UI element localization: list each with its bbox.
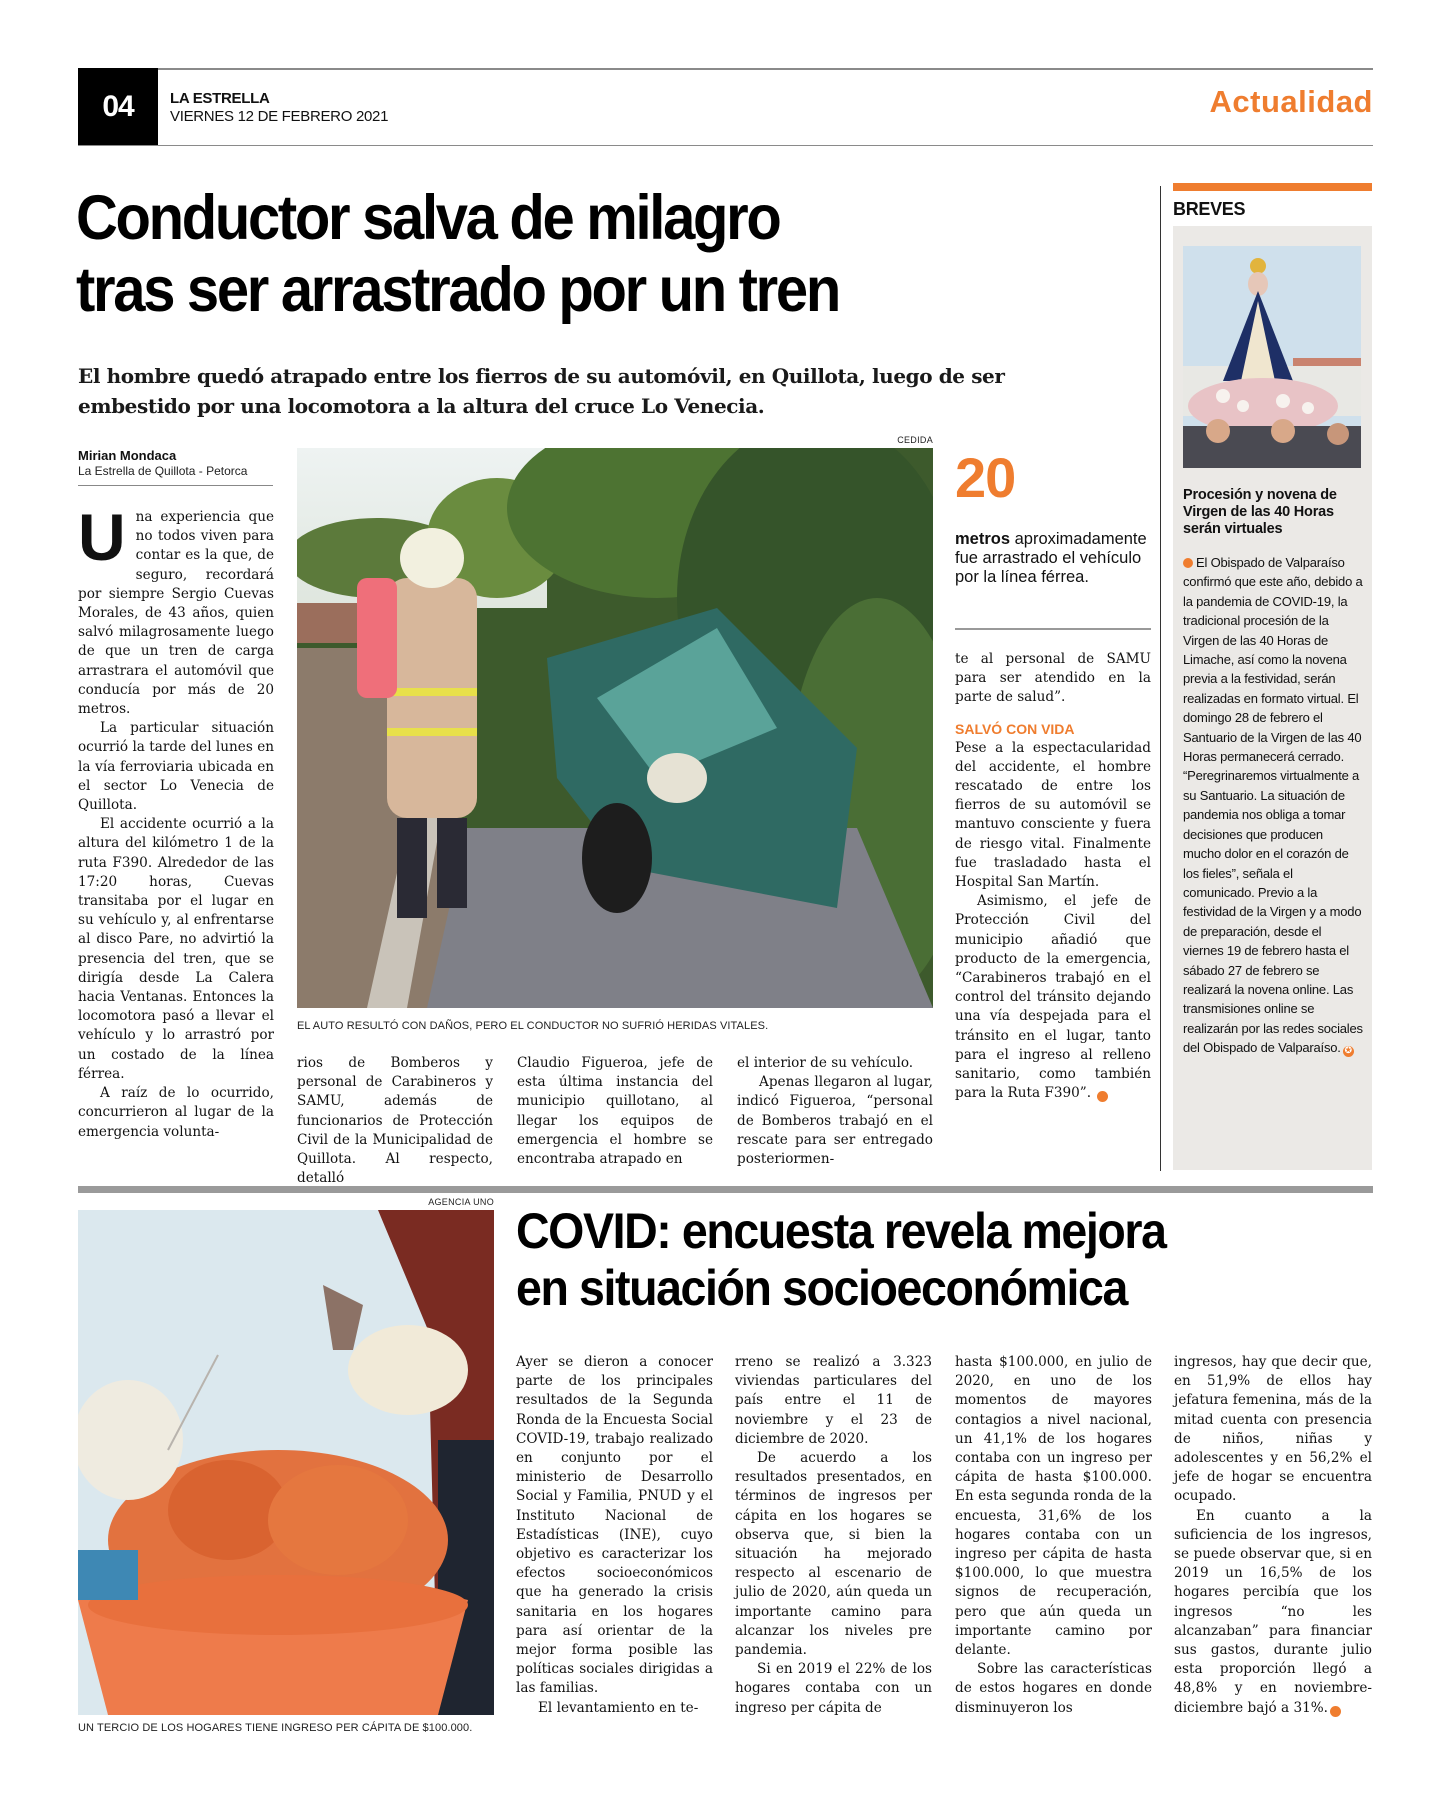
stat-description	[955, 530, 1155, 587]
drop-cap: U	[78, 500, 126, 574]
paragraph: el interior de su vehículo.	[737, 1055, 914, 1071]
column-rule	[1160, 186, 1161, 1171]
stat-unit: metros	[955, 530, 1011, 548]
covid-headline-line1: COVID: encuesta revela mejora	[516, 1203, 1166, 1259]
covid-article-column-4	[1174, 1353, 1372, 1718]
main-article-column-5	[955, 650, 1151, 1103]
paragraph-text: Asimismo, el jefe de Protección Civil del municipio añadió que producto de la emergencia, “Carabineros trabajó en el control del tránsito dejando una vía despejada para el tránsito en el lugar, tanto para el ingreso al relleno sanitario, como también para la Ruta F390”.	[955, 893, 1151, 1102]
paragraph: Sobre las características de estos hogares en donde disminuyeron los	[955, 1661, 1152, 1716]
paragraph: De acuerdo a los resultados presentados, en términos de ingresos per cápita en los hogares se observa que, si bien la situación ha mejorado respecto al escenario de julio de 2020, aún queda un importante camino para alcanzar los niveles pre pandemia.	[735, 1450, 932, 1659]
main-headline	[76, 182, 1051, 326]
paragraph: te al personal de SAMU para ser atendido en la parte de salud”.	[955, 651, 1151, 706]
breves-body-text: El Obispado de Valparaíso confirmó que este año, debido a la pandemia de COVID-19, la tradicional procesión de la Virgen de las 40 Horas de Limache, así como la novena previa a la festividad, serán realizadas en formato virtual. El domingo 28 de febrero el Santuario de la Virgen de las 40 Horas permanecerá cerrado. “Peregrinaremos virtualmente a su Santuario. La situación de pandemia nos obliga a tomar decisiones que producen mucho dolor en el corazón de los fieles”, señala el comunicado. Previo a la festividad de la Virgen y a modo de preparación, desde el viernes 19 de febrero hasta el sábado 27 de febrero se realizará la novena online. Las transmisiones online se realizarán por las redes sociales del Obispado de Valparaíso.	[1183, 555, 1363, 1056]
covid-article-column-2	[735, 1353, 932, 1718]
paragraph: rreno se realizó a 3.323 viviendas particulares del país entre el 11 de noviembre y el 23 de diciembre de 2020.	[735, 1354, 932, 1447]
photo-credit: AGENCIA UNO	[428, 1197, 494, 1207]
paragraph: El levantamiento en te-	[538, 1699, 699, 1716]
breves-title: BREVES	[1173, 199, 1246, 219]
stat-divider	[955, 628, 1151, 630]
paragraph: na experiencia que no todos viven para contar es la que, de seguro, recordará por siempre Sergio Cuevas Morales, de 43 años, quien salvó milagrosamente luego de que un tren de carga arrastrara el automóvil que conducía por más de 20 metros.	[78, 509, 274, 718]
photo-caption: EL AUTO RESULTÓ CON DAÑOS, PERO EL CONDUCTOR NO SUFRIÓ HERIDAS VITALES.	[297, 1020, 769, 1032]
paragraph: Pese a la espectacularidad del accidente, el hombre rescatado de entre los fierros de su automóvil se mantuvo consciente y fuera de riesgo vital. Finalmente fue trasladado hasta el Hospital San Martín.	[955, 739, 1151, 891]
subhead: SALVÓ CON VIDA	[955, 720, 1075, 737]
byline-publication: La Estrella de Quillota - Petorca	[78, 464, 248, 478]
main-article-column-2	[297, 1054, 493, 1188]
paragraph-text: En cuanto a la suficiencia de los ingresos, se puede observar que, si en 2019 un 16,5% de los hogares percibía que los ingresos “no les alcanzaban” para financiar sus gastos, durante julio esta proporción llegó a 48,8% y en noviembre-diciembre bajó a 31%.	[1174, 1507, 1372, 1716]
end-of-article-icon: ✪	[1344, 1046, 1352, 1057]
breves-accent-bar	[1173, 183, 1372, 191]
virgin-procession-photo	[1183, 246, 1361, 468]
paragraph: Claudio Figueroa, jefe de esta última instancia del municipio quillotano, al llegar los equipos de emergencia el hombre se encontraba atrapado en	[517, 1055, 713, 1168]
byline-divider	[78, 485, 273, 486]
newspaper-name: LA ESTRELLA	[170, 90, 270, 107]
main-article-column-1	[78, 500, 274, 1142]
main-headline-line2: tras ser arrastrado por un tren	[76, 255, 839, 325]
header-top-rule	[78, 68, 1373, 70]
page-number: 04	[78, 68, 158, 146]
paragraph: La particular situación ocurrió la tarde del lunes en la vía ferroviaria ubicada en el sector Lo Venecia de Quillota.	[78, 720, 274, 814]
paragraph	[955, 892, 1151, 1103]
breves-headline: Procesión y novena de Virgen de las 40 Horas serán virtuales	[1183, 487, 1337, 537]
byline-author: Mirian Mondaca	[78, 448, 177, 463]
end-of-article-icon: ✪	[1097, 1091, 1108, 1102]
bullet-icon	[1183, 558, 1193, 568]
paragraph: hasta $100.000, en julio de 2020, en uno de los momentos de mayores contagios a nivel nacional, un 41,1% de los hogares contaba con un ingreso per cápita de hasta $100.000. En esta segunda ronda de la encuesta, 31,6% de los hogares contaba con un ingreso per cápita de hasta $100.000, lo que muestra signos de recuperación, pero que aún queda un importante camino por delante.	[955, 1354, 1152, 1659]
paragraph: Apenas llegaron al lugar, indicó Figueroa, “personal de Bomberos trabajó en el rescate para ser entregado posteriormen-	[737, 1074, 933, 1168]
photo-caption: UN TERCIO DE LOS HOGARES TIENE INGRESO PER CÁPITA DE $100.000.	[78, 1722, 473, 1734]
stat-text: aproximadamente fue arrastrado el vehículo por la línea férrea.	[955, 530, 1147, 586]
paragraph: A raíz de lo ocurrido, concurrieron al lugar de la emergencia volunta-	[78, 1085, 274, 1140]
section-label: Actualidad	[1209, 84, 1373, 119]
issue-date: VIERNES 12 DE FEBRERO 2021	[170, 108, 389, 125]
photo-credit: CEDIDA	[897, 435, 933, 445]
header-bottom-rule	[78, 145, 1373, 146]
main-article-column-4	[737, 1054, 933, 1169]
food-preparation-photo	[78, 1210, 494, 1715]
paragraph: Si en 2019 el 22% de los hogares contaba con un ingreso per cápita de	[735, 1661, 932, 1716]
covid-article-column-1	[516, 1353, 713, 1718]
paragraph: El accidente ocurrió a la altura del kilómetro 1 de la ruta F390. Alrededor de las 17:20 horas, Cuevas transitaba por el lugar en su vehículo y, al enfrentarse al disco Pare, no advirtió la presencia del tren, que se dirigía desde La Calera hacia Ventanas. Entonces la locomotora pasó a llevar el vehículo y lo arrastró por un costado de la línea férrea.	[78, 816, 274, 1082]
main-article-column-3	[517, 1054, 713, 1169]
covid-article-column-3	[955, 1353, 1152, 1718]
paragraph: Ayer se dieron a conocer parte de los principales resultados de la Segunda Ronda de la Encuesta Social COVID-19, trabajo realizado en conjunto por el ministerio de Desarrollo Social y Familia, PNUD y el Instituto Nacional de Estadísticas (INE), cuyo objetivo es caracterizar los efectos socioeconómicos que ha generado la crisis sanitaria en los hogares para así orientar de la mejor forma posible las políticas sociales dirigidas a las familias.	[516, 1354, 713, 1697]
covid-headline-line2: en situación socioeconómica	[516, 1260, 1127, 1316]
paragraph	[1174, 1507, 1372, 1718]
paragraph: rios de Bomberos y personal de Carabineros y SAMU, además de funcionarios de Protección Civil de la Municipalidad de Quillota. Al respecto, detalló	[297, 1055, 493, 1187]
food-photo-illustration	[78, 1210, 494, 1715]
procession-photo-illustration	[1183, 246, 1361, 468]
paragraph: ingresos, hay que decir que, en 51,9% de ellos hay jefatura femenina, más de la mitad cuenta con presencia de niños, niñas y adolescentes y en 56,2% el jefe de hogar se encuentra ocupado.	[1174, 1354, 1372, 1505]
section-divider	[78, 1186, 1373, 1193]
breves-body	[1183, 553, 1363, 1058]
covid-headline	[516, 1203, 1334, 1317]
stat-number: 20	[955, 446, 1016, 509]
main-headline-line1: Conductor salva de milagro	[76, 183, 780, 253]
main-deck: El hombre quedó atrapado entre los fierros de su automóvil, en Quillota, luego de ser embestido por una locomotora a la altura del cruce Lo Venecia.	[78, 364, 1005, 418]
end-of-article-icon: ✪	[1330, 1706, 1341, 1717]
accident-photo	[297, 448, 933, 1008]
accident-photo-illustration	[297, 448, 933, 1008]
